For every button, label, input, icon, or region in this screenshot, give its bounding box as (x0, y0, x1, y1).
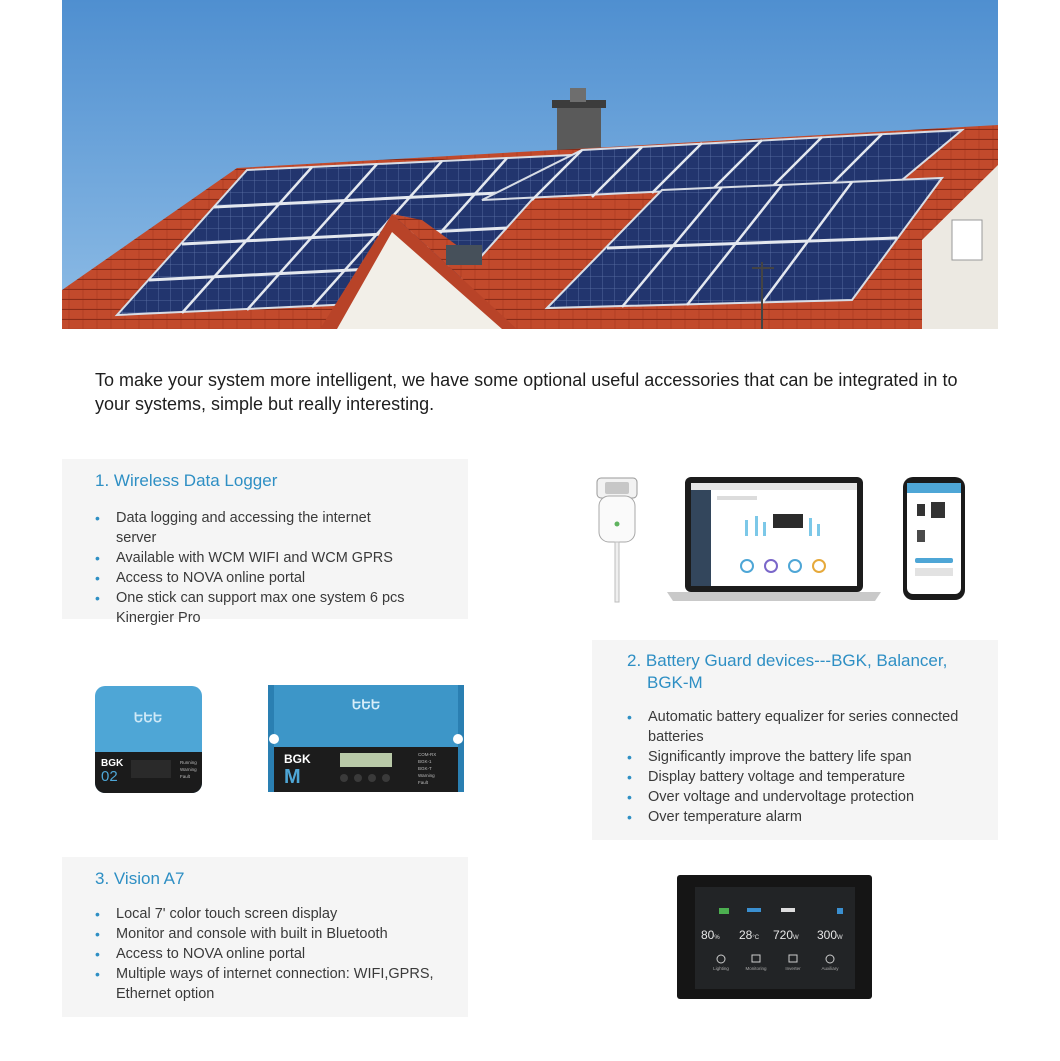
list-item: • One stick can support max one system 6 pcs Kinergier Pro (95, 590, 405, 626)
data-logger-product-image (585, 470, 970, 610)
bgk02-led-label: Warning (180, 767, 197, 772)
reading-battery: 80% (701, 928, 720, 942)
vision-a7-display (677, 875, 872, 999)
bgkm-led-label: BGK-T (418, 766, 432, 771)
bullet-icon: • (95, 906, 100, 922)
reading-auxiliary-power: 300W (817, 928, 843, 942)
bgk02-led-label: Running (180, 760, 197, 765)
bgkm-led-label: Fault (418, 780, 429, 785)
bgk02-led-label: Fault (180, 774, 191, 779)
bullet-icon: • (95, 570, 100, 586)
vision-a7-card (62, 857, 468, 1017)
reading-temperature: 28°C (739, 928, 760, 942)
list-item: • Automatic battery equalizer for series connected batteries (627, 709, 959, 745)
battery-guard-feature-list (627, 707, 967, 827)
bgk02-label-line2: 02 (101, 768, 118, 785)
list-item: • Over voltage and undervoltage protection (627, 789, 915, 805)
data-logger-feature-list (95, 508, 415, 628)
bgk-m-device (268, 685, 464, 792)
vision-label: Auxiliary (821, 966, 839, 971)
bullet-icon: • (95, 946, 100, 962)
bullet-icon: • (95, 590, 100, 606)
list-item: • Significantly improve the battery life span (627, 749, 912, 765)
wireless-data-logger-card (62, 459, 468, 626)
bullet-icon: • (95, 966, 100, 982)
section-title-vision-a7: 3. Vision A7 (95, 869, 185, 888)
bullet-icon: • (627, 789, 632, 805)
bullet-icon: • (95, 510, 100, 526)
bgk02-brand-logo: ԵԵԵ (133, 710, 163, 725)
vision-label: Lighting (713, 966, 729, 971)
list-item: • Local 7' color touch screen display (95, 906, 338, 922)
section-title-data-logger: 1. Wireless Data Logger (95, 471, 278, 490)
bullet-icon: • (627, 749, 632, 765)
vision-label: Monitoring (745, 966, 767, 971)
bgk-02-device (95, 686, 202, 793)
list-item: • Data logging and accessing the internet server (95, 510, 371, 546)
list-item: • Multiple ways of internet connection: WIFI,GPRS, Ethernet option (95, 966, 434, 1002)
list-item: • Monitor and console with built in Bluetooth (95, 926, 388, 942)
hero-rooftop-image (62, 0, 998, 329)
battery-guard-card (592, 640, 998, 840)
list-item: • Available with WCM WIFI and WCM GPRS (95, 550, 393, 566)
bullet-icon: • (627, 809, 632, 825)
bullet-icon: • (627, 769, 632, 785)
intro-text: To make your system more intelligent, we have some optional useful accessories that can be integrated in to your systems, simple but really interesting. (95, 370, 958, 414)
bullet-icon: • (95, 550, 100, 566)
bgk02-label-line1: BGK (101, 758, 124, 769)
bgkm-brand-logo: ԵԵԵ (351, 697, 381, 712)
section-title-battery-guard: 2. Battery Guard devices---BGK, Balancer, BGK-M (627, 651, 948, 692)
bgkm-led-label: BGK-1 (418, 759, 432, 764)
bgkm-label-line1: BGK (284, 752, 311, 766)
bgkm-label-line2: M (284, 766, 301, 788)
list-item: • Display battery voltage and temperature (627, 769, 906, 785)
bgkm-led-label: COM-RX (418, 752, 437, 757)
list-item: • Access to NOVA online portal (95, 570, 306, 586)
bullet-icon: • (95, 926, 100, 942)
list-item: • Over temperature alarm (627, 809, 802, 825)
reading-inverter-power: 720W (773, 928, 799, 942)
bgkm-led-label: Warning (418, 773, 435, 778)
list-item: • Access to NOVA online portal (95, 946, 306, 962)
vision-a7-feature-list (95, 904, 445, 1004)
vision-label: Inverter (785, 966, 801, 971)
bullet-icon: • (627, 709, 632, 725)
